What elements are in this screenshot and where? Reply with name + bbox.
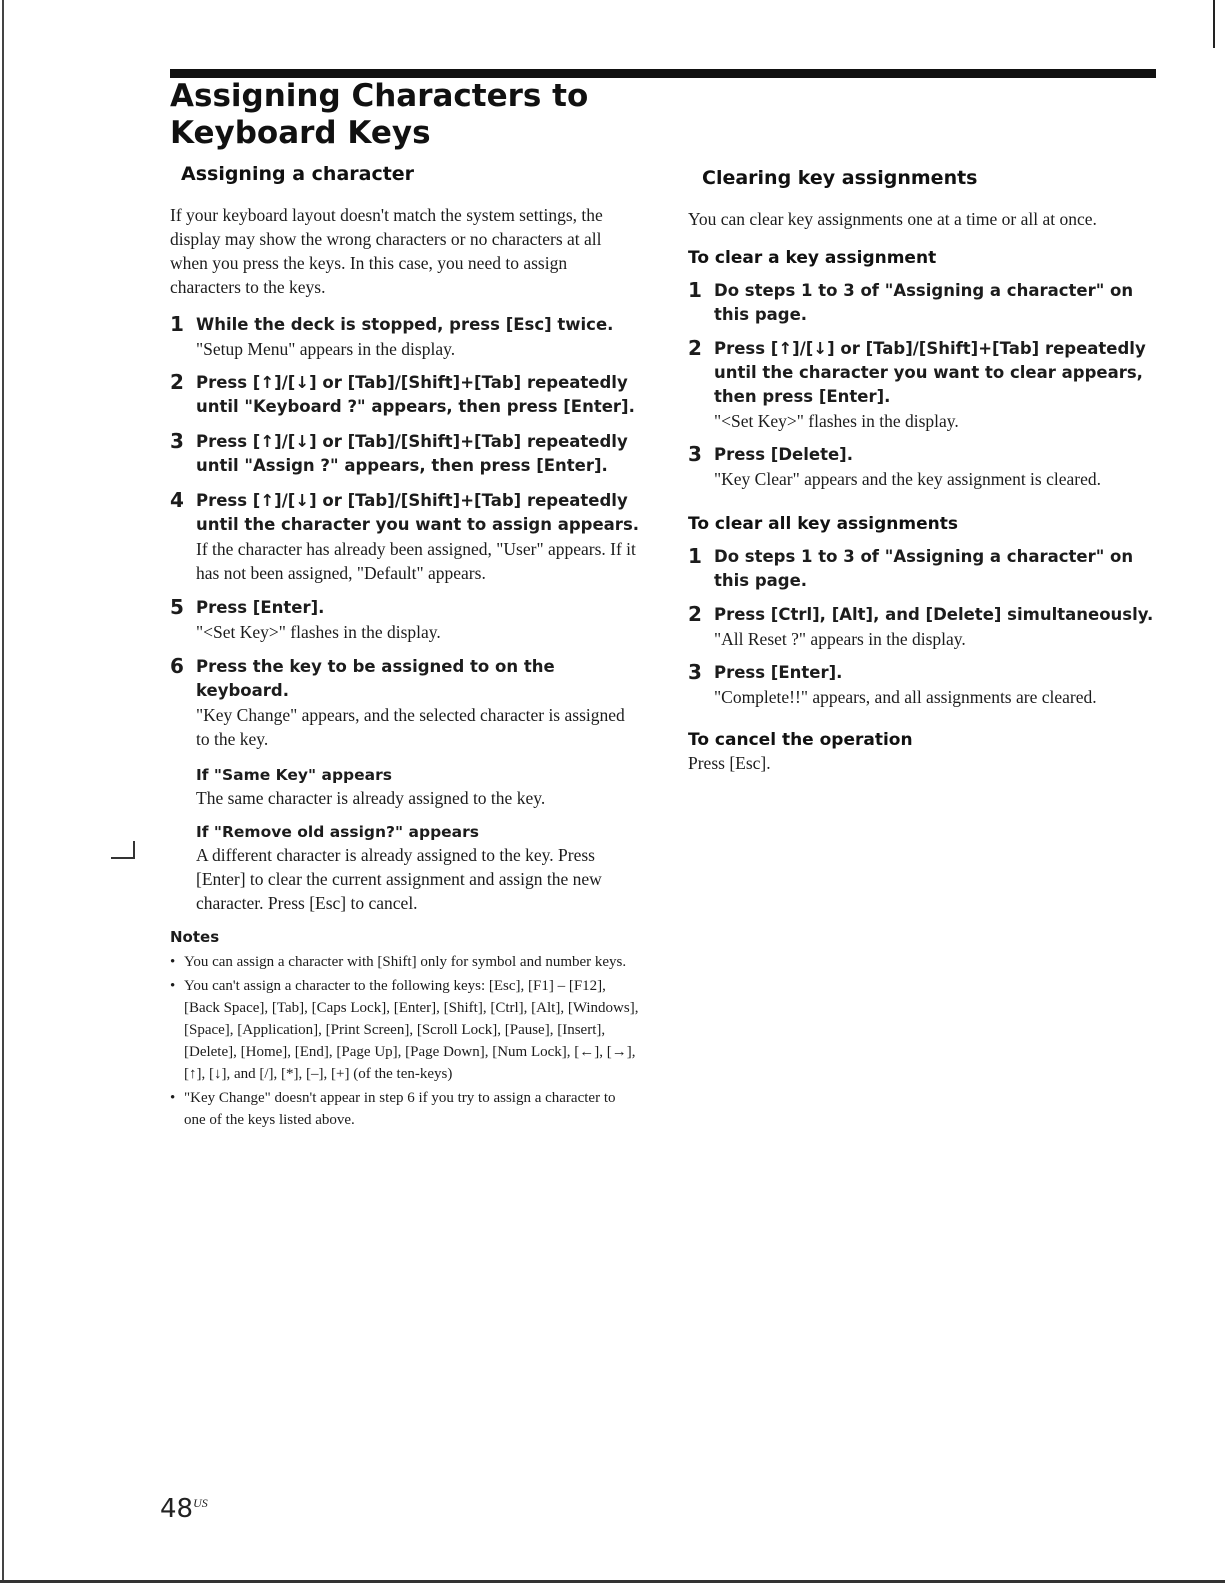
page-title-line-1: Assigning Characters to: [170, 78, 589, 114]
clear-one-step-1: [688, 279, 1158, 327]
step-number: 3: [688, 442, 702, 466]
step-description: If the character has already been assigned, "User" appears. If it has not been assigned, "Default" appears.: [196, 539, 636, 583]
step-description: "Key Clear" appears and the key assignment is cleared.: [714, 469, 1101, 489]
page-number-suffix: US: [193, 1496, 208, 1510]
scan-edge-left: [2, 0, 4, 1583]
step-instruction: Do steps 1 to 3 of "Assigning a character" on this page.: [714, 547, 1134, 590]
step-number: 1: [170, 312, 184, 336]
cancel-text: Press [Esc].: [688, 753, 771, 773]
step-instruction: Press [↑]/[↓] or [Tab]/[Shift]+[Tab] repeatedly until the character you want to assign appears.: [196, 491, 640, 534]
step-2: [170, 371, 640, 419]
page-title: [170, 78, 588, 152]
step-description: "Setup Menu" appears in the display.: [196, 339, 456, 359]
step-4: [170, 489, 640, 585]
clearing-intro: You can clear key assignments one at a time or all at once.: [688, 209, 1097, 229]
step-instruction: Press [Ctrl], [Alt], and [Delete] simultaneously.: [714, 605, 1154, 624]
step-instruction: While the deck is stopped, press [Esc] twice.: [196, 315, 614, 334]
clear-all-step-3: [688, 661, 1158, 709]
step-3: [170, 430, 640, 478]
clear-one-step-3: [688, 443, 1158, 491]
page-title-line-2: Keyboard Keys: [170, 115, 431, 151]
step-instruction: Press [Enter].: [196, 598, 325, 617]
step-instruction: Press [Delete].: [714, 445, 853, 464]
step-number: 2: [170, 370, 184, 394]
step-instruction: Press the key to be assigned to on the keyboard.: [196, 657, 555, 700]
remove-old-heading: If "Remove old assign?" appears: [196, 823, 480, 841]
step-6: [170, 655, 640, 915]
step-number: 1: [688, 278, 702, 302]
step-description: "Key Change" appears, and the selected character is assigned to the key.: [196, 705, 625, 749]
clear-one-step-2: [688, 337, 1158, 433]
step-1: [170, 313, 640, 361]
step-number: 3: [688, 660, 702, 684]
step-number: 2: [688, 602, 702, 626]
step-number: 1: [688, 544, 702, 568]
cancel-heading: To cancel the operation: [688, 730, 913, 750]
step-description: "<Set Key>" flashes in the display.: [196, 622, 441, 642]
note-item: • You can't assign a character to the following keys: [Esc], [F1] – [F12], [Back Space], [Tab], [Caps Lock], [Enter], [Shift], [Ctrl], [Alt], [Windows], [Space], [Application], [Print Screen], [Scroll Lock], [Pause], [Insert], [Delete], [Home], [End], [Page Up], [Page Down], [Num Lock], [←], [→], [↑], [↓], and [/], [*], [–], [+] (of the ten-keys): [170, 975, 640, 1085]
step-instruction: Do steps 1 to 3 of "Assigning a character" on this page.: [714, 281, 1134, 324]
step-number: 6: [170, 654, 184, 678]
note-item: • "Key Change" doesn't appear in step 6 if you try to assign a character to one of the keys listed above.: [170, 1087, 640, 1131]
step-instruction: Press [↑]/[↓] or [Tab]/[Shift]+[Tab] repeatedly until "Assign ?" appears, then press [Enter].: [196, 432, 628, 475]
intro-paragraph: If your keyboard layout doesn't match the system settings, the display may show the wrong characters or no characters at all when you press the keys. In this case, you need to assign characters to the keys.: [170, 205, 603, 297]
clear-all-step-2: [688, 603, 1158, 651]
clear-one-heading: To clear a key assignment: [688, 248, 937, 268]
step-description: "<Set Key>" flashes in the display.: [714, 411, 959, 431]
same-key-text: The same character is already assigned to the key.: [196, 788, 546, 808]
header-rule: [170, 69, 1156, 78]
step-5: [170, 596, 640, 644]
step-instruction: Press [↑]/[↓] or [Tab]/[Shift]+[Tab] repeatedly until the character you want to clear appears, then press [Enter].: [714, 339, 1146, 406]
same-key-heading: If "Same Key" appears: [196, 766, 392, 784]
remove-old-text: A different character is already assigned to the key. Press [Enter] to clear the current assignment and assign the new character. Press [Esc] to cancel.: [196, 845, 602, 913]
margin-bracket-mark: [111, 841, 135, 859]
step-instruction: Press [↑]/[↓] or [Tab]/[Shift]+[Tab] repeatedly until "Keyboard ?" appears, then press [Enter].: [196, 373, 635, 416]
clear-all-heading: To clear all key assignments: [688, 514, 958, 534]
right-column: [688, 166, 1158, 775]
step-number: 2: [688, 336, 702, 360]
step-description: "All Reset ?" appears in the display.: [714, 629, 966, 649]
step-number: 3: [170, 429, 184, 453]
step-description: "Complete!!" appears, and all assignments are cleared.: [714, 687, 1097, 707]
left-column: [170, 162, 640, 1133]
step-instruction: Press [Enter].: [714, 663, 843, 682]
page-number: [160, 1494, 208, 1524]
note-item: • You can assign a character with [Shift] only for symbol and number keys.: [170, 951, 640, 973]
scan-edge-tick: [1213, 0, 1215, 48]
page-number-value: 48: [160, 1494, 194, 1524]
notes-heading: Notes: [170, 928, 220, 946]
clear-all-step-1: [688, 545, 1158, 593]
step-number: 4: [170, 488, 184, 512]
notes-list: [170, 951, 640, 1131]
step-number: 5: [170, 595, 184, 619]
section-heading-clearing: Clearing key assignments: [702, 167, 978, 189]
section-heading-assigning: Assigning a character: [181, 163, 415, 185]
